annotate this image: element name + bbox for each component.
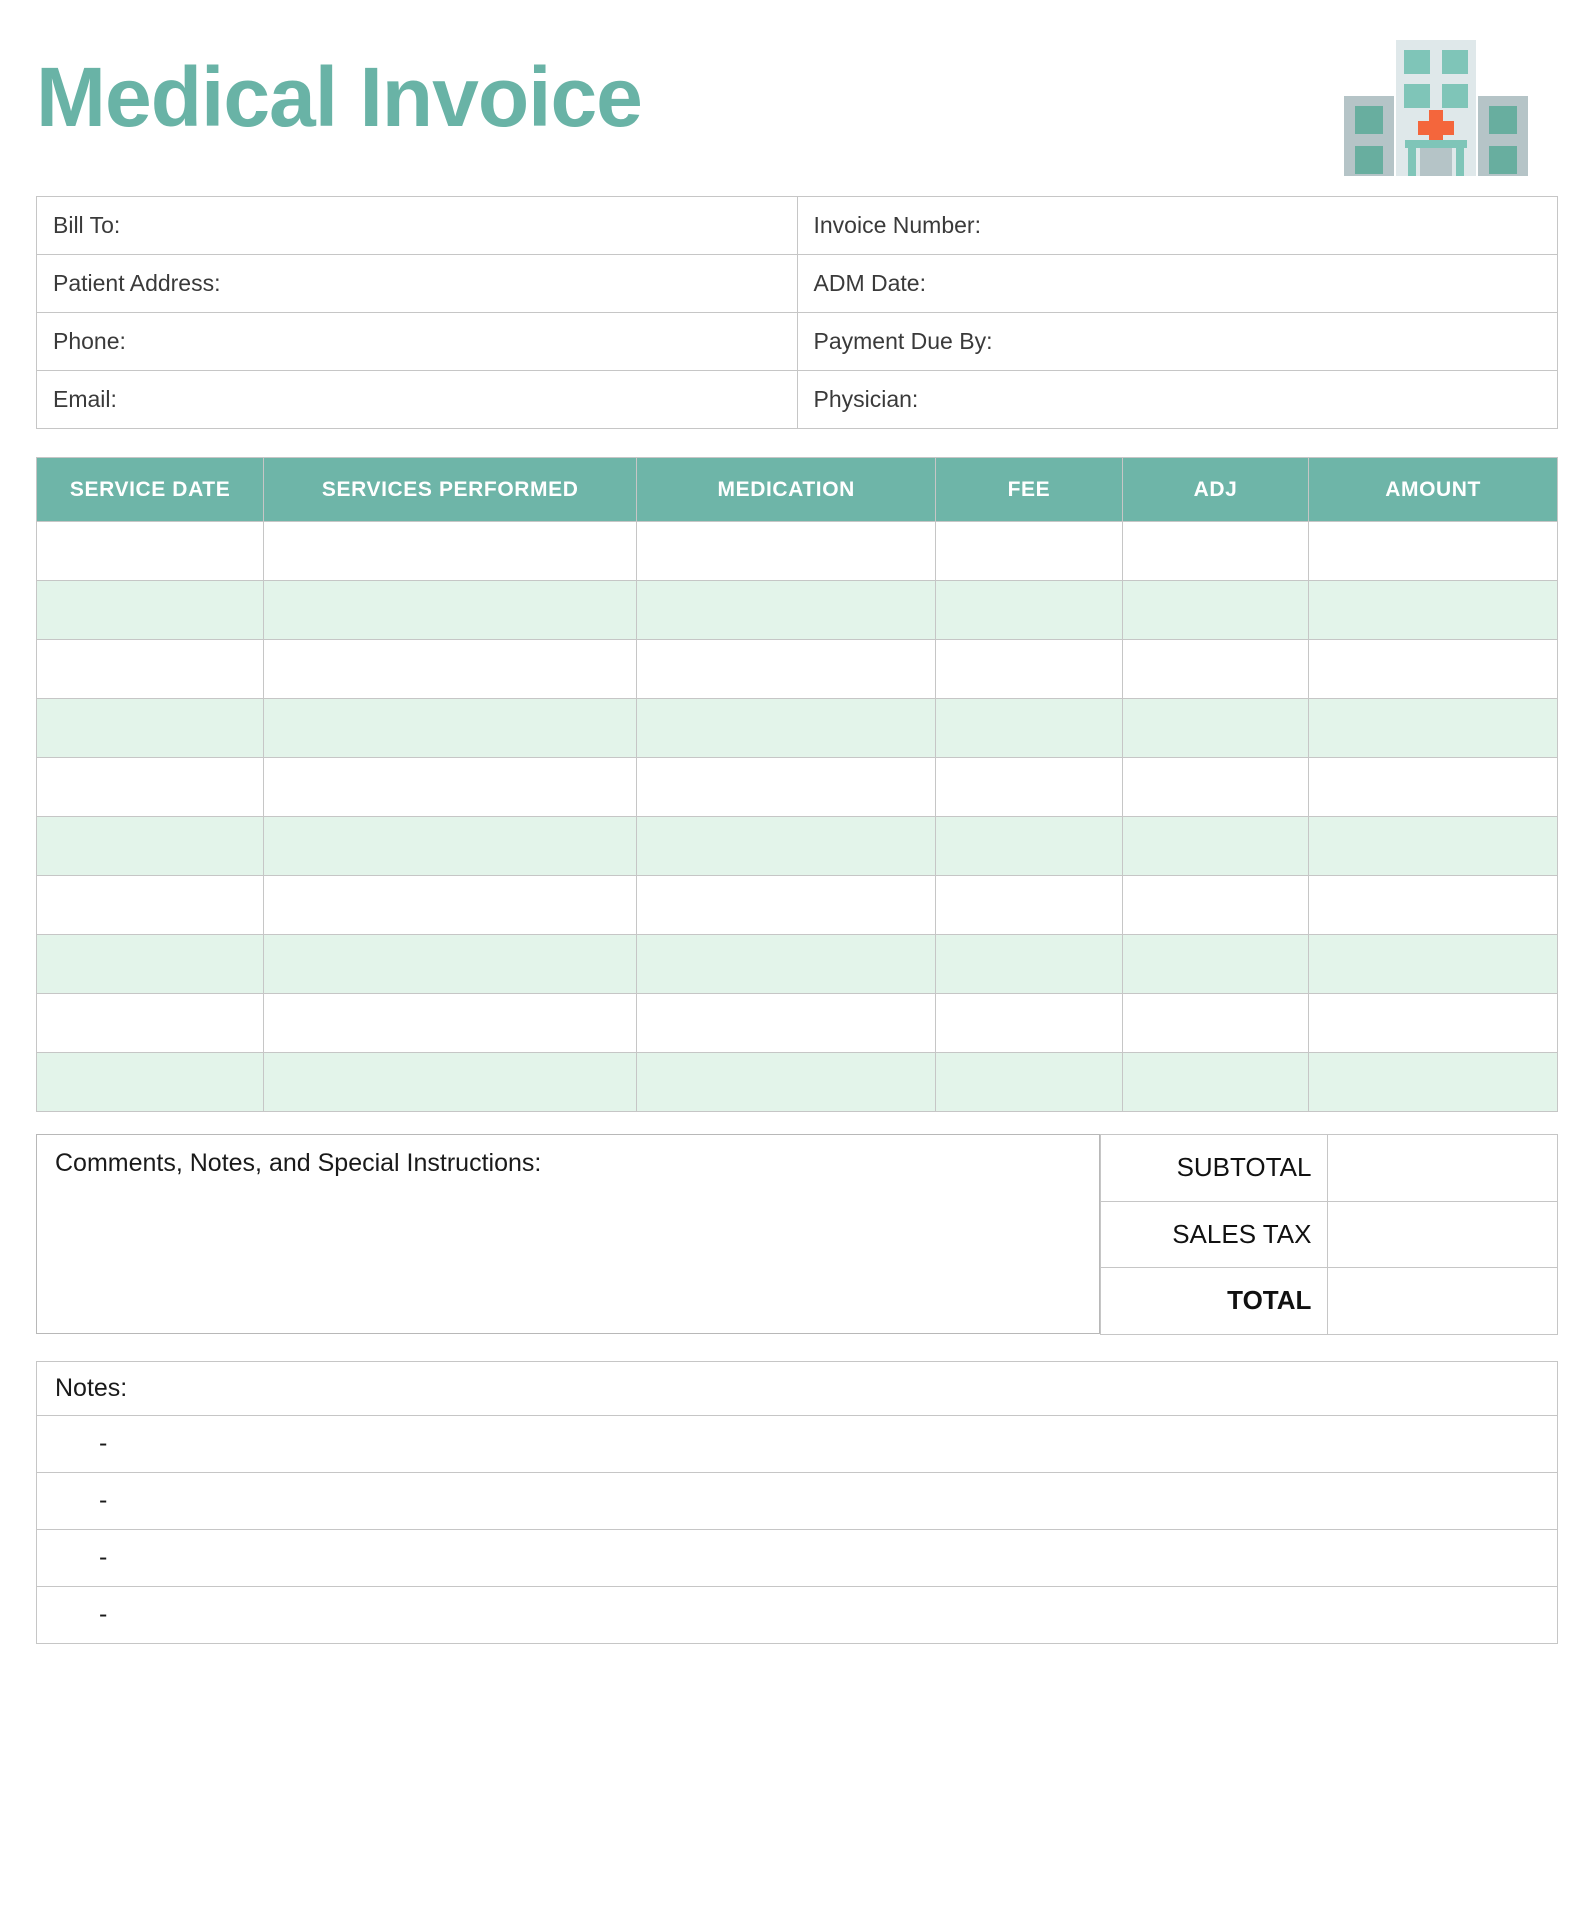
table-row[interactable] [37,876,1558,935]
note-bullet[interactable]: - [37,1529,1558,1586]
cell-fee[interactable] [936,699,1123,758]
list-item[interactable] [37,1529,1558,1586]
column-header-medication: MEDICATION [637,458,936,522]
cell-medication[interactable] [637,1053,936,1112]
note-bullet[interactable]: - [37,1586,1558,1643]
page-header [36,0,1558,196]
phone-label[interactable]: Phone: [37,313,798,371]
notes-table [36,1361,1558,1644]
cell-service-date[interactable] [37,640,264,699]
subtotal-label: SUBTOTAL [1101,1135,1328,1202]
cell-services-performed[interactable] [264,994,637,1053]
cell-service-date[interactable] [37,876,264,935]
total-label: TOTAL [1101,1268,1328,1335]
cell-adj[interactable] [1122,522,1309,581]
sales-tax-value[interactable] [1328,1201,1558,1268]
bill-info-row [37,371,1558,429]
note-bullet[interactable]: - [37,1415,1558,1472]
totals-table [1100,1134,1558,1335]
cell-fee[interactable] [936,994,1123,1053]
table-row[interactable] [37,758,1558,817]
cell-amount[interactable] [1309,876,1558,935]
cell-adj[interactable] [1122,1053,1309,1112]
bill-info-table [36,196,1558,429]
table-row[interactable] [37,817,1558,876]
cell-service-date[interactable] [37,817,264,876]
subtotal-value[interactable] [1328,1135,1558,1202]
cell-service-date[interactable] [37,1053,264,1112]
bill-info-row [37,197,1558,255]
cell-amount[interactable] [1309,581,1558,640]
cell-service-date[interactable] [37,935,264,994]
services-table [36,457,1558,1112]
totals-row-sales-tax [1101,1201,1558,1268]
adm-date-label[interactable]: ADM Date: [797,255,1558,313]
list-item[interactable] [37,1472,1558,1529]
cell-adj[interactable] [1122,758,1309,817]
payment-due-by-label[interactable]: Payment Due By: [797,313,1558,371]
cell-medication[interactable] [637,581,936,640]
cell-fee[interactable] [936,935,1123,994]
physician-label[interactable]: Physician: [797,371,1558,429]
table-row[interactable] [37,581,1558,640]
cell-amount[interactable] [1309,699,1558,758]
cell-adj[interactable] [1122,581,1309,640]
cell-fee[interactable] [936,581,1123,640]
bill-info-row [37,255,1558,313]
column-header-services-performed: SERVICES PERFORMED [264,458,637,522]
cell-amount[interactable] [1309,817,1558,876]
table-row[interactable] [37,935,1558,994]
cell-services-performed[interactable] [264,758,637,817]
page-title: Medical Invoice [36,50,642,144]
totals-row-total [1101,1268,1558,1335]
comments-label: Comments, Notes, and Special Instructions: [55,1149,542,1177]
bill-to-label[interactable]: Bill To: [37,197,798,255]
table-row[interactable] [37,994,1558,1053]
cell-services-performed[interactable] [264,1053,637,1112]
cell-services-performed[interactable] [264,699,637,758]
cell-adj[interactable] [1122,876,1309,935]
cell-fee[interactable] [936,1053,1123,1112]
cell-fee[interactable] [936,817,1123,876]
cell-amount[interactable] [1309,1053,1558,1112]
cell-service-date[interactable] [37,581,264,640]
sales-tax-label: SALES TAX [1101,1201,1328,1268]
cell-amount[interactable] [1309,994,1558,1053]
cell-medication[interactable] [637,935,936,994]
cell-service-date[interactable] [37,522,264,581]
cell-amount[interactable] [1309,758,1558,817]
note-bullet[interactable]: - [37,1472,1558,1529]
cell-service-date[interactable] [37,994,264,1053]
cell-fee[interactable] [936,640,1123,699]
cell-adj[interactable] [1122,640,1309,699]
cell-fee[interactable] [936,758,1123,817]
cell-adj[interactable] [1122,994,1309,1053]
table-row[interactable] [37,699,1558,758]
cell-medication[interactable] [637,817,936,876]
cell-medication[interactable] [637,699,936,758]
cell-adj[interactable] [1122,935,1309,994]
patient-address-label[interactable]: Patient Address: [37,255,798,313]
cell-service-date[interactable] [37,758,264,817]
cell-services-performed[interactable] [264,522,637,581]
cell-amount[interactable] [1309,935,1558,994]
cell-medication[interactable] [637,876,936,935]
comments-box[interactable] [36,1134,1100,1334]
totals-row-subtotal [1101,1135,1558,1202]
cell-medication[interactable] [637,640,936,699]
total-value[interactable] [1328,1268,1558,1335]
comments-and-totals-section [36,1134,1558,1335]
cell-adj[interactable] [1122,699,1309,758]
cell-fee[interactable] [936,522,1123,581]
services-table-body [37,522,1558,1112]
cell-amount[interactable] [1309,640,1558,699]
column-header-service-date: SERVICE DATE [37,458,264,522]
column-header-adj: ADJ [1122,458,1309,522]
cell-fee[interactable] [936,876,1123,935]
table-row[interactable] [37,522,1558,581]
cell-service-date[interactable] [37,699,264,758]
cell-medication[interactable] [637,994,936,1053]
table-row[interactable] [37,1053,1558,1112]
table-row[interactable] [37,640,1558,699]
notes-label: Notes: [37,1361,1558,1415]
cell-services-performed[interactable] [264,876,637,935]
cell-services-performed[interactable] [264,935,637,994]
cell-services-performed[interactable] [264,640,637,699]
list-item[interactable] [37,1586,1558,1643]
hospital-building-icon [1338,18,1534,183]
bill-info-row [37,313,1558,371]
cell-services-performed[interactable] [264,817,637,876]
cell-services-performed[interactable] [264,581,637,640]
notes-header-row [37,1361,1558,1415]
list-item[interactable] [37,1415,1558,1472]
invoice-number-label[interactable]: Invoice Number: [797,197,1558,255]
email-label[interactable]: Email: [37,371,798,429]
cell-medication[interactable] [637,522,936,581]
column-header-fee: FEE [936,458,1123,522]
cell-adj[interactable] [1122,817,1309,876]
cell-medication[interactable] [637,758,936,817]
column-header-amount: AMOUNT [1309,458,1558,522]
services-table-header-row [37,458,1558,522]
cell-amount[interactable] [1309,522,1558,581]
